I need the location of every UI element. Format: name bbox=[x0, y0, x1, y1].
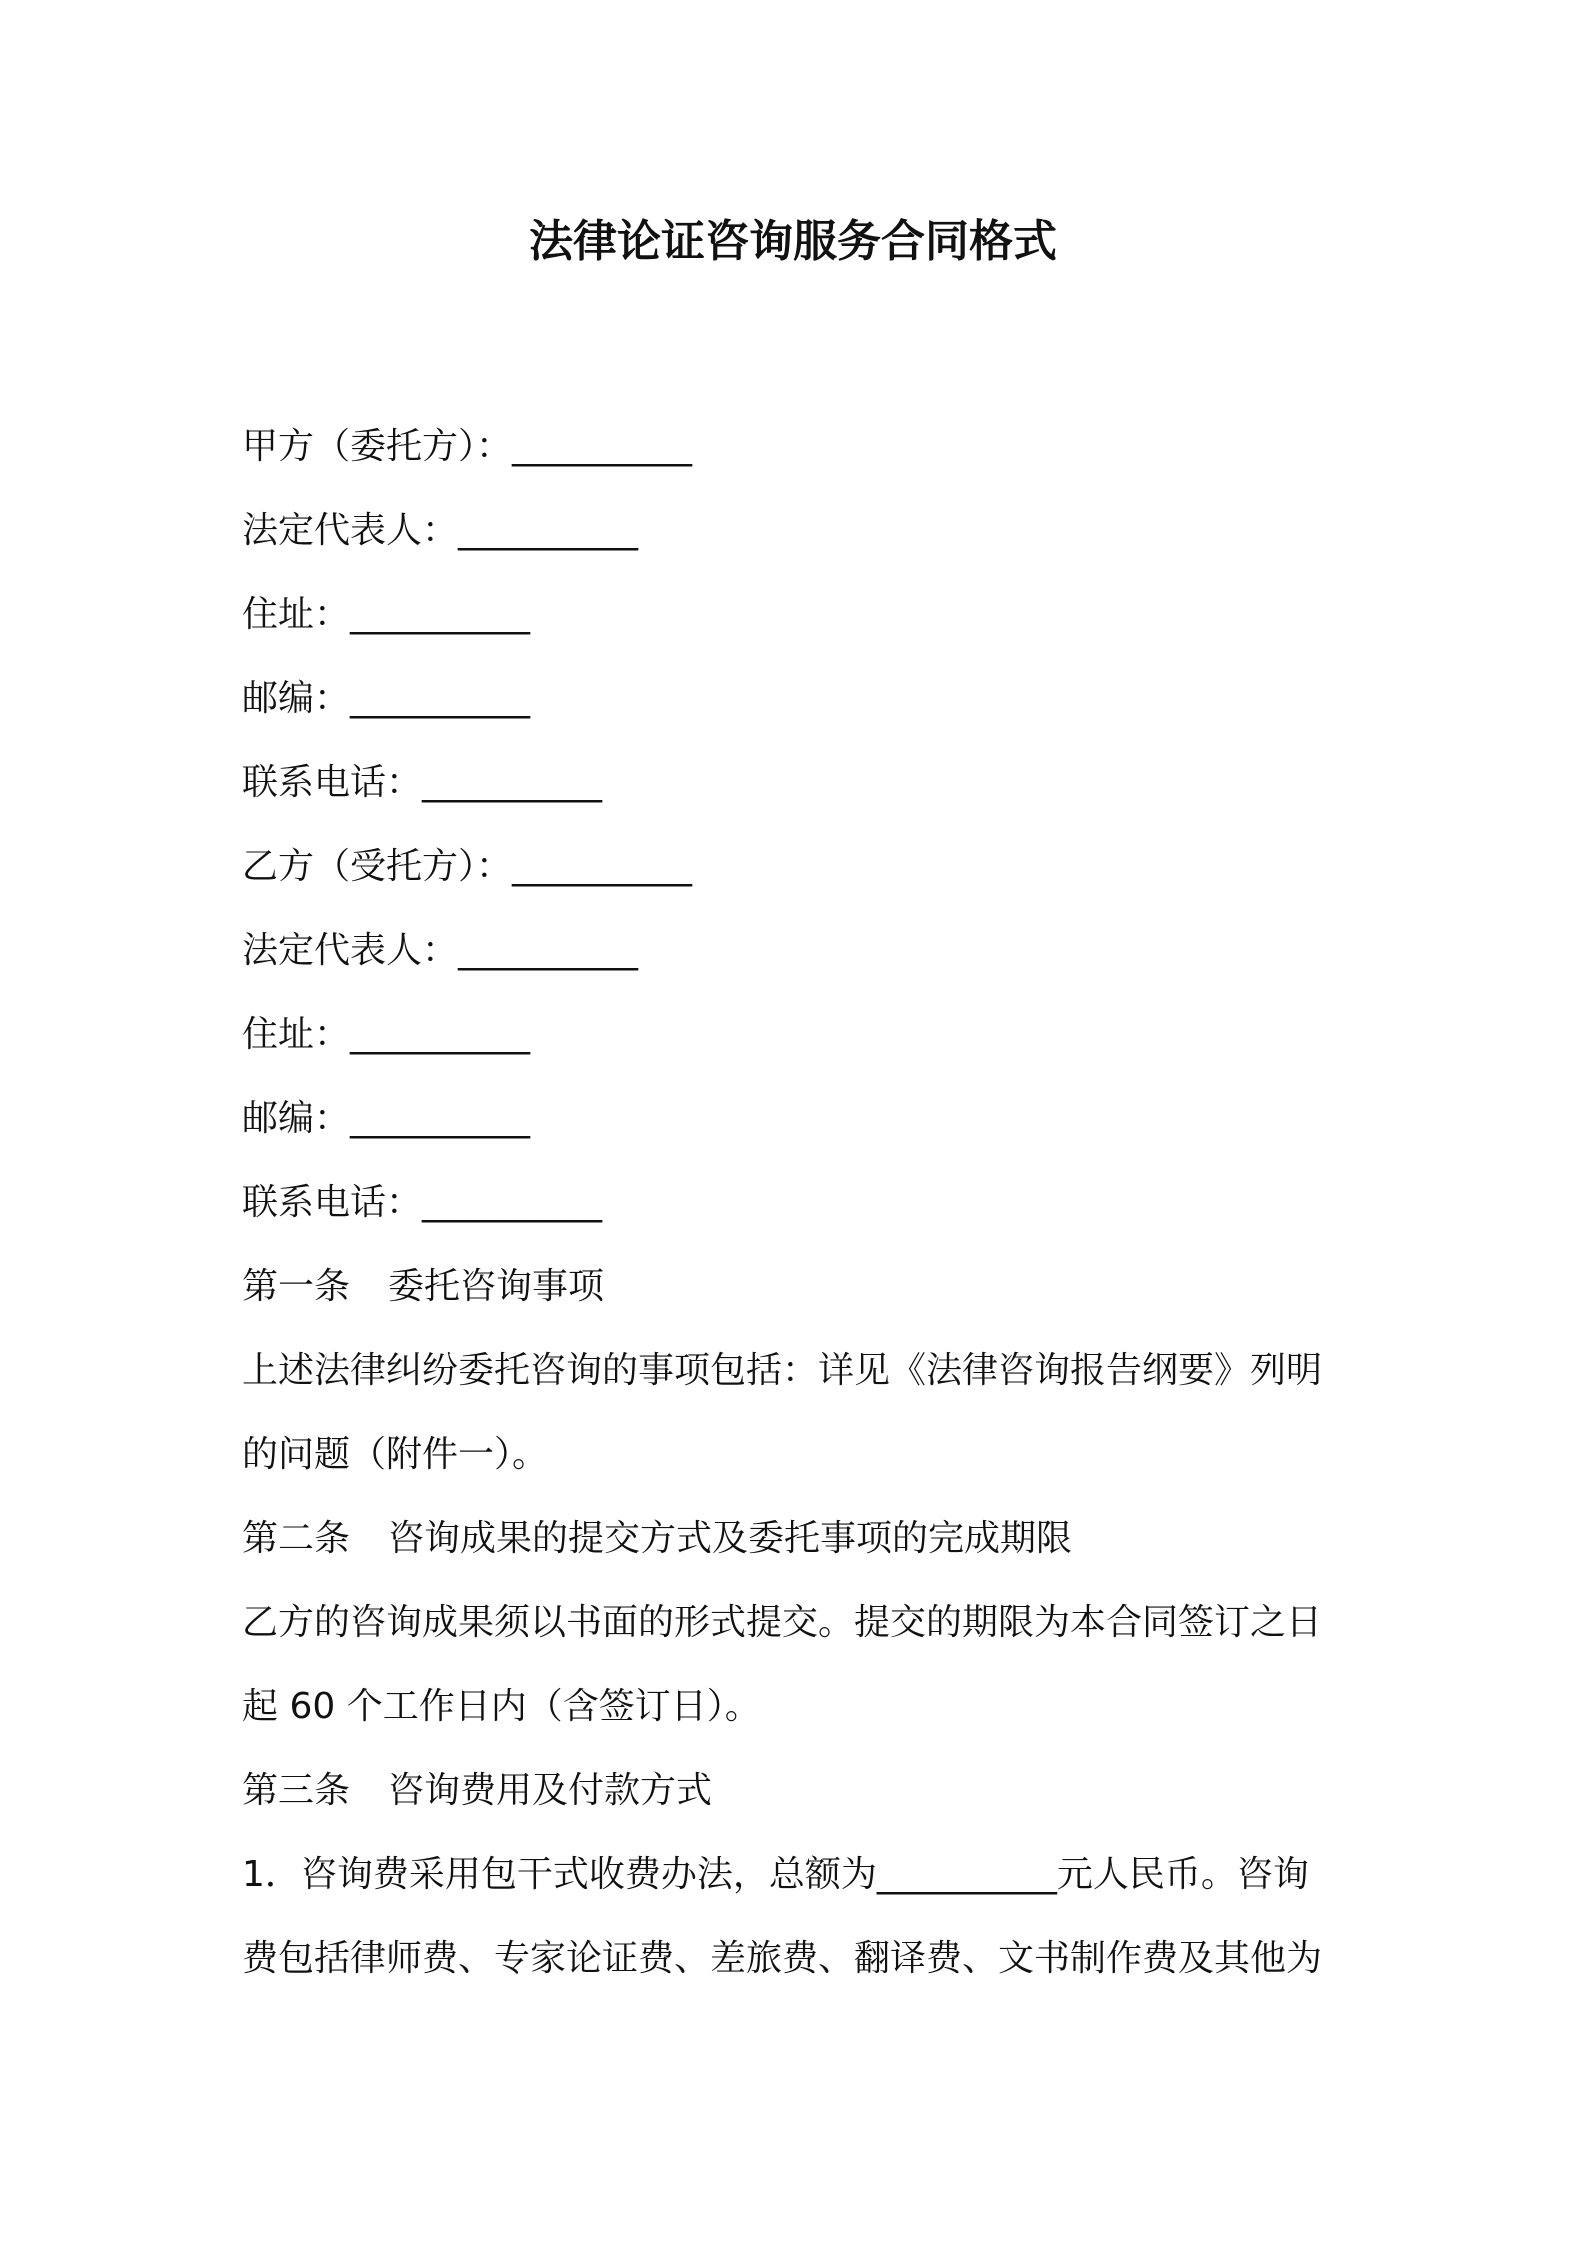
party-a-name: 甲方（委托方）：__________ bbox=[242, 426, 693, 467]
article-2-title: 咨询成果的提交方式及委托事项的完成期限 bbox=[388, 1518, 1073, 1559]
article-1-number: 第一条 bbox=[242, 1266, 351, 1307]
article-1-body-line-2: 的问题（附件一）。 bbox=[242, 1434, 549, 1475]
article-2-body-line-1: 乙方的咨询成果须以书面的形式提交。提交的期限为本合同签订之日 bbox=[242, 1602, 1323, 1643]
party-b-address: 住址：__________ bbox=[242, 1014, 531, 1055]
article-2-body-line-2: 起 60 个工作日内（含签订日）。 bbox=[242, 1686, 761, 1727]
article-3-number: 第三条 bbox=[242, 1770, 351, 1811]
document-body bbox=[242, 405, 1352, 2001]
party-a-representative: 法定代表人：__________ bbox=[242, 510, 639, 551]
article-1-body-line-1: 上述法律纠纷委托咨询的事项包括：详见《法律咨询报告纲要》列明 bbox=[242, 1350, 1323, 1391]
article-1-heading bbox=[242, 1245, 1352, 1329]
party-b-phone: 联系电话：__________ bbox=[242, 1182, 603, 1223]
article-3-heading bbox=[242, 1749, 1352, 1833]
party-b-postcode: 邮编：__________ bbox=[242, 1098, 531, 1139]
article-3-body-line-2: 费包括律师费、专家论证费、差旅费、翻译费、文书制作费及其他为 bbox=[242, 1938, 1323, 1979]
party-b-name: 乙方（受托方）：__________ bbox=[242, 846, 693, 887]
document-title: 法律论证咨询服务合同格式 bbox=[529, 216, 1057, 267]
article-3-title: 咨询费用及付款方式 bbox=[388, 1770, 713, 1811]
party-a-postcode: 邮编：__________ bbox=[242, 678, 531, 719]
party-b-representative: 法定代表人：__________ bbox=[242, 930, 639, 971]
party-a-phone: 联系电话：__________ bbox=[242, 762, 603, 803]
article-2-heading bbox=[242, 1497, 1352, 1581]
article-1-title: 委托咨询事项 bbox=[388, 1266, 605, 1307]
article-2-number: 第二条 bbox=[242, 1518, 351, 1559]
article-3-body-line-1: 1．咨询费采用包干式收费办法，总额为__________元人民币。咨询 bbox=[242, 1854, 1309, 1895]
party-a-address: 住址：__________ bbox=[242, 594, 531, 635]
